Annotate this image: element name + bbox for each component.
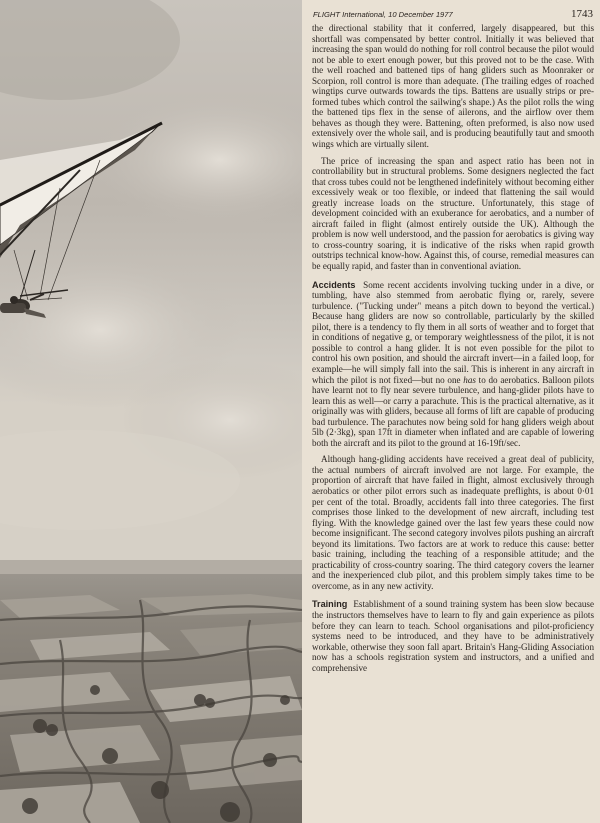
publication-line: FLIGHT International, 10 December 1977: [313, 10, 453, 19]
paragraph: the directional stability that it conferred, largely disappeared, but this shortfall was compensated by better control. Initially it was believed that increasing the span would do nothing for roll control because the pilot would not be able to exert enough power, but this proved not to be the case. With the well roached and battened tips of hang gliders such as Moonraker or Scorpion, roll control is more than adequate. (The trailing edges of roached wingtips curve outwards towards the tips. Battens are usually strips or pre-formed tubes which control the sailwing's shape.) As the pilot rolls the wing the battened tips flex in the sense of ailerons, and the airflow over them behaves as though they were. Battening, often preformed, is also now used extensively over the whole sail, and is producing beautifully taut and smooth wings which are virtually silent.: [312, 23, 594, 150]
running-head: [313, 8, 593, 22]
paragraph: Although hang-gliding accidents have received a great deal of publicity, the actual numbers of aircraft involved are not large. For example, the proportion of aircraft that have failed in flight, almost exclusively through aerobatics or other pilot errors such as inadequate preflights, is about 0·01 per cent of the total. Broadly, accidents fall into three categories. The first comprises those linked to the development of new aircraft, including test flying. With the knowledge gained over the last few years these could now become insignificant. The second category involves pilots pushing an aircraft beyond its limitations. Two factors are at work to reduce this cause: better basic training, including the teaching of a responsible attitude; and the practicability of cross-country soaring. The third category covers the learner and the inexperienced club pilot, and this problem simply takes time to be overcome, as in any new activity.: [312, 454, 594, 591]
paragraph-text: Establishment of a sound training system has been slow because the instructors themselves have to learn to fly and gain experience as pilots before they can learn to teach. School organisations and pilot-proficiency systems need to be introduced, and they have to be administratively workable, otherwise they soon fall apart. Britain's Hang-Gliding Association now has a schools registration system and instructors, and a unified and comprehensive: [312, 599, 594, 673]
paragraph: The price of increasing the span and aspect ratio has been not in controllability but in structural problems. Some designers neglected the fact that cross tubes could not be lengthened indefinitely without becoming either excessively weak or too flexible, or indeed that flattening the sail would greatly increase loads on the structure. Unfortunately, this stage of development coincided with an exuberance for aerobatics, and a number of aircraft failed in flight (almost entirely outside the UK). Although the problem is now well understood, and the passion for aerobatics is giving way to cross-country soaring, it is indicative of the risks when rapid growth outstrips technical know-how. Against this, of course, remedial measures can be equally rapid, and faster than in conventional aviation.: [312, 155, 594, 272]
page-number: 1743: [571, 8, 593, 20]
paragraph-training: [312, 599, 594, 673]
section-heading-accidents: Accidents: [312, 279, 356, 290]
paragraph-text: to do aerobatics. Balloon pilots have learnt not to fly near severe turbulence, and hang-glider pilots have to learn this as well—or carry a parachute. This is the practical alternative, as it originally was with gliders, because all forms of lift are capable of producing bad turbulence. The parachutes now being sold for hang gliders weigh about 5lb (2·3kg), span 17ft in diameter when inflated and are capable of lowering both the aircraft and its pilot to the ground at 16-19ft/sec.: [312, 374, 594, 448]
article-column: [312, 23, 594, 823]
emphasis-text: has: [463, 374, 476, 385]
paragraph-accidents: [312, 280, 594, 449]
paragraph-text: Some recent accidents involving tucking under in a dive, or tumbling, have also stemmed from aerobatic flying or, rarely, severe turbulence. ("Tucking under" means a pitch down to beyond the vertical.) Because hang gliders are now so controllable, particularly by the skilled pilot, there is a tendency to fly them in all sorts of weather and to forget that in conditions of negative g, or temporary weightlessness of the pilot, it is not possible to control a hang glider. It is not even possible for the pilot to control his own position, and should the aircraft invert—in a failed loop, for example—he will simply fall into the sail. This is inherent in any aircraft in which the pilot is not fixed—but no one: [312, 279, 594, 385]
section-heading-training: Training: [312, 599, 348, 610]
